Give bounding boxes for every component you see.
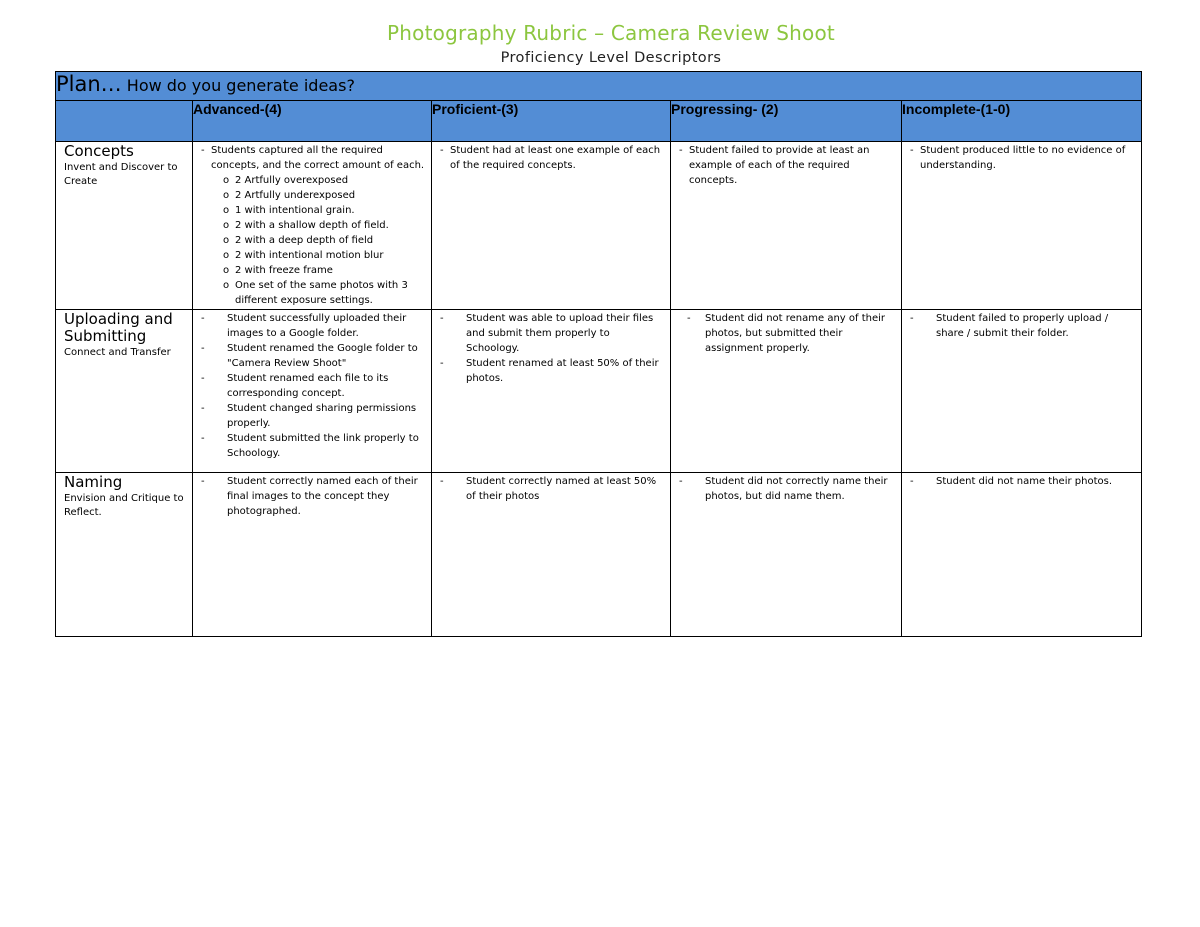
list-item: o 2 with a deep depth of field (223, 235, 374, 246)
rubric-table (55, 71, 1142, 637)
criterion-concepts (56, 142, 193, 310)
header-proficient: Proficient-(3) (432, 101, 671, 142)
list-item: o 2 Artfully underexposed (223, 190, 356, 201)
header-advanced: Advanced-(4) (193, 101, 432, 142)
level-header-row (56, 101, 1142, 142)
list-item: - Student did not correctly name their photos, but did name them. (679, 476, 888, 502)
cell-proficient (432, 142, 671, 310)
cell-incomplete (902, 142, 1142, 310)
list-item: - Student renamed the Google folder to "Camera Review Shoot" (201, 343, 418, 369)
document-subtitle: Proficiency Level Descriptors (500, 50, 722, 66)
list-item: - Student correctly named each of their final images to the concept they photographed. (201, 476, 418, 517)
cell-progressing (671, 310, 902, 473)
plan-cell (56, 72, 1142, 101)
plan-heading: Plan… (56, 72, 122, 96)
table-row (56, 473, 1142, 637)
cell-advanced (193, 310, 432, 473)
list-item: - Student produced little to no evidence of understanding. (910, 145, 1126, 171)
cell-proficient (432, 310, 671, 473)
cell-incomplete (902, 310, 1142, 473)
list-item: - Student renamed each file to its corresponding concept. (201, 373, 389, 399)
list-item: - Student failed to provide at least an example of each of the required concepts. (679, 145, 870, 186)
criterion-title: Naming (64, 473, 123, 491)
criterion-uploading (56, 310, 193, 473)
criterion-title: Concepts (64, 142, 134, 160)
criterion-title: Uploading and Submitting (64, 310, 173, 345)
list-item: - Students captured all the required concepts, and the correct amount of each. (201, 145, 425, 171)
list-item: - Student was able to upload their files and submit them properly to Schoology. (440, 313, 654, 354)
cell-incomplete (902, 473, 1142, 637)
list-item: - Student did not name their photos. (910, 476, 1113, 487)
list-item: o 1 with intentional grain. (223, 205, 355, 216)
list-item: - Student submitted the link properly to Schoology. (201, 433, 419, 459)
cell-advanced (193, 142, 432, 310)
list-item: - Student did not rename any of their photos, but submitted their assignment properly. (687, 313, 886, 354)
criterion-subtitle: Connect and Transfer (64, 347, 171, 358)
list-item: o 2 with freeze frame (223, 265, 333, 276)
criterion-subtitle: Invent and Discover to Create (64, 162, 178, 187)
list-item: - Student had at least one example of each of the required concepts. (440, 145, 661, 171)
criterion-naming (56, 473, 193, 637)
criterion-subtitle: Envision and Critique to Reflect. (64, 493, 184, 518)
list-item: o One set of the same photos with 3 different exposure settings. (223, 280, 408, 306)
list-item: - Student successfully uploaded their images to a Google folder. (201, 313, 407, 339)
list-item: - Student changed sharing permissions properly. (201, 403, 417, 429)
cell-advanced (193, 473, 432, 637)
plan-row (56, 72, 1142, 101)
table-row (56, 310, 1142, 473)
table-row (56, 142, 1142, 310)
header-blank (56, 101, 193, 142)
header-incomplete: Incomplete-(1-0) (902, 101, 1142, 142)
plan-question: How do you generate ideas? (126, 76, 355, 95)
list-item: o 2 with intentional motion blur (223, 250, 384, 261)
list-item: o 2 with a shallow depth of field. (223, 220, 389, 231)
list-item: - Student correctly named at least 50% of their photos (440, 476, 657, 502)
list-item: - Student failed to properly upload / share / submit their folder. (910, 313, 1109, 339)
cell-progressing (671, 142, 902, 310)
header-progressing: Progressing- (2) (671, 101, 902, 142)
document-title: Photography Rubric – Camera Review Shoot (387, 21, 835, 45)
cell-progressing (671, 473, 902, 637)
list-item: o 2 Artfully overexposed (223, 175, 349, 186)
cell-proficient (432, 473, 671, 637)
list-item: - Student renamed at least 50% of their photos. (440, 358, 659, 384)
